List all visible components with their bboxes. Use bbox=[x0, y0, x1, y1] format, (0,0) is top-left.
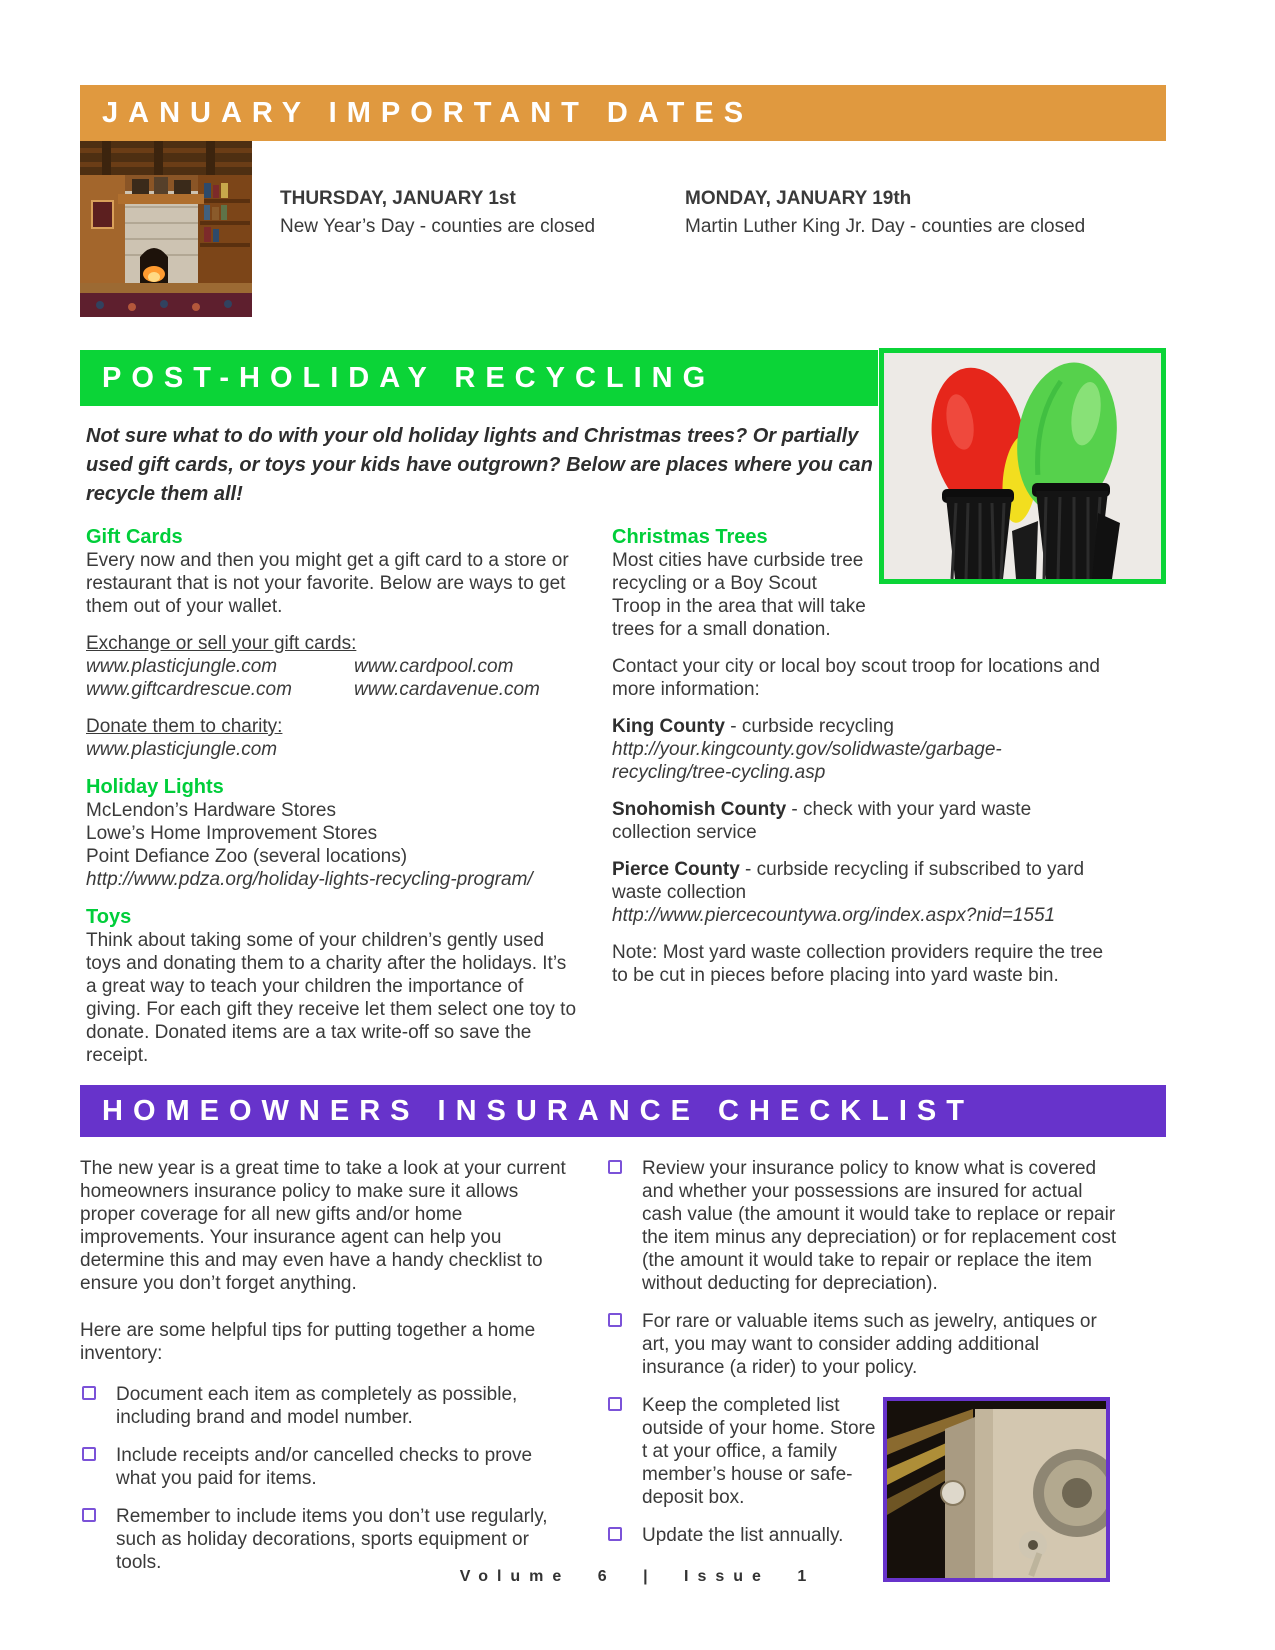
january-dates-title: JANUARY IMPORTANT DATES bbox=[102, 97, 754, 129]
christmas-trees-heading: Christmas Trees bbox=[612, 526, 768, 548]
link-cardpool: www.cardpool.com bbox=[354, 656, 514, 677]
holiday-lights-url: http://www.pdza.org/holiday-lights-recycling-program/ bbox=[86, 869, 533, 890]
event-january-19 bbox=[685, 187, 1090, 317]
insurance-header bbox=[80, 1085, 1166, 1137]
insurance-tips-lead: Here are some helpful tips for putting together a home inventory: bbox=[80, 1320, 536, 1364]
trees-contact: Contact your city or local boy scout troop for locations and more information: bbox=[612, 656, 1100, 700]
christmas-trees-body: Most cities have curbside tree recycling or a Boy Scout Troop in the area that will take trees for a small donation. bbox=[612, 550, 866, 640]
checklist-item bbox=[80, 1505, 575, 1574]
checkbox-icon bbox=[82, 1508, 96, 1522]
checklist-text: Update the list annually. bbox=[642, 1525, 844, 1546]
event-description: New Year’s Day - counties are closed bbox=[280, 216, 596, 237]
checklist-item bbox=[606, 1394, 883, 1509]
county-pierce-url: http://www.piercecountywa.org/index.aspx?nid=1551 bbox=[612, 905, 1056, 926]
recycling-intro: Not sure what to do with your old holiday lights and Christmas trees? Or partially used gift cards, or toys your kids have outgrown? Below are places where you can recycle them all! bbox=[86, 425, 873, 505]
checklist-item bbox=[80, 1444, 575, 1490]
exchange-heading: Exchange or sell your gift cards: bbox=[86, 633, 357, 654]
checkbox-icon bbox=[608, 1160, 622, 1174]
checklist-text: Review your insurance policy to know what is covered and whether your possessions are insured for actual cash value (the amount it would take to replace or repair the item minus any depreciation) or for replacement cost (the amount it would take to repair or replace the item without deducting for depreciation). bbox=[642, 1158, 1117, 1294]
holiday-lights-photo bbox=[879, 348, 1166, 584]
checkbox-icon bbox=[82, 1386, 96, 1400]
checklist-text: Include receipts and/or cancelled checks to prove what you paid for items. bbox=[116, 1445, 533, 1489]
checkbox-icon bbox=[608, 1527, 622, 1541]
event-description: Martin Luther King Jr. Day - counties are closed bbox=[685, 216, 1086, 237]
recycling-right-column bbox=[612, 525, 1112, 1067]
safe-deposit-box-photo bbox=[883, 1397, 1110, 1582]
january-dates-header bbox=[80, 85, 1166, 141]
checklist-item bbox=[606, 1310, 1126, 1379]
donate-link: www.plasticjungle.com bbox=[86, 739, 278, 760]
toys-heading: Toys bbox=[86, 906, 132, 928]
checkbox-icon bbox=[608, 1313, 622, 1327]
checklist-item bbox=[606, 1524, 883, 1547]
county-king-url: http://your.kingcounty.gov/solidwaste/garbage-recycling/tree-cycling.asp bbox=[612, 739, 1002, 783]
event-date: THURSDAY, JANUARY 1st bbox=[280, 188, 516, 209]
checklist-item bbox=[606, 1157, 1126, 1295]
recycling-left-column bbox=[86, 525, 578, 1067]
insurance-section bbox=[80, 1085, 1166, 1589]
county-name: Snohomish County bbox=[612, 799, 787, 820]
safe-illustration bbox=[887, 1401, 1106, 1578]
checklist-item bbox=[80, 1383, 575, 1429]
recycling-title: POST-HOLIDAY RECYCLING bbox=[102, 362, 716, 394]
fireplace-room-photo bbox=[80, 141, 252, 317]
holiday-lights-store: Lowe’s Home Improvement Stores bbox=[86, 823, 378, 844]
page-footer: Volume 6 | Issue 1 bbox=[459, 1568, 816, 1585]
county-king bbox=[612, 715, 1112, 738]
link-giftcardrescue: www.giftcardrescue.com bbox=[86, 679, 292, 700]
link-plasticjungle: www.plasticjungle.com bbox=[86, 656, 278, 677]
trees-note: Note: Most yard waste collection providers require the tree to be cut in pieces before placing into yard waste bin. bbox=[612, 942, 1104, 986]
link-cardavenue: www.cardavenue.com bbox=[354, 679, 540, 700]
holiday-lights-store: Point Defiance Zoo (several locations) bbox=[86, 846, 408, 867]
county-name: King County bbox=[612, 716, 725, 737]
insurance-intro: The new year is a great time to take a look at your current homeowners insurance policy to make sure it allows proper coverage for all new gifts and/or home improvements. Your insurance agent can help you determine this and may even have a handy checklist to ensure you don’t forget anything. bbox=[80, 1158, 566, 1294]
holiday-lights-store: McLendon’s Hardware Stores bbox=[86, 800, 336, 821]
recycling-header bbox=[80, 350, 878, 406]
county-desc: - curbside recycling if subscribed to yard waste collection bbox=[612, 859, 1085, 903]
county-name: Pierce County bbox=[612, 859, 740, 880]
important-dates-list bbox=[252, 141, 1090, 317]
january-dates-section bbox=[80, 85, 1166, 317]
checkbox-icon bbox=[82, 1447, 96, 1461]
checklist-text: Document each item as completely as possible, including brand and model number. bbox=[116, 1384, 518, 1428]
holiday-lights-heading: Holiday Lights bbox=[86, 776, 224, 798]
toys-body: Think about taking some of your children’s gently used toys and donating them to a charity after the holidays. It’s a great way to teach your children the importance of giving. For each gift they receive let them select one toy to donate. Donated items are a tax write-off so save the receipt. bbox=[86, 930, 577, 1066]
gift-cards-heading: Gift Cards bbox=[86, 526, 183, 548]
recycling-section bbox=[80, 350, 1166, 1067]
insurance-title: HOMEOWNERS INSURANCE CHECKLIST bbox=[102, 1095, 974, 1127]
event-january-1 bbox=[280, 187, 685, 317]
county-pierce bbox=[612, 858, 1112, 904]
checklist-text: For rare or valuable items such as jewelry, antiques or art, you may want to consider adding additional insurance (a rider) to your policy. bbox=[642, 1311, 1097, 1378]
county-desc: - curbside recycling bbox=[724, 716, 894, 737]
event-date: MONDAY, JANUARY 19th bbox=[685, 188, 912, 209]
county-desc: - check with your yard waste collection service bbox=[612, 799, 1032, 843]
county-snohomish bbox=[612, 798, 1112, 844]
fireplace-room-illustration bbox=[80, 141, 252, 317]
exchange-links bbox=[86, 655, 578, 701]
gift-cards-body: Every now and then you might get a gift card to a store or restaurant that is not your favorite. Below are ways to get them out of your wallet. bbox=[86, 550, 569, 617]
holiday-lights-illustration bbox=[884, 353, 1161, 579]
insurance-left-column bbox=[80, 1157, 575, 1589]
donate-heading: Donate them to charity: bbox=[86, 716, 283, 737]
insurance-right-column bbox=[606, 1157, 1126, 1589]
checkbox-icon bbox=[608, 1397, 622, 1411]
checklist-text: Remember to include items you don’t use regularly, such as holiday decorations, sports equipment or tools. bbox=[116, 1506, 548, 1573]
checklist-text: Keep the completed list outside of your home. Store t at your office, a family member’s house or safe-deposit box. bbox=[642, 1395, 876, 1508]
